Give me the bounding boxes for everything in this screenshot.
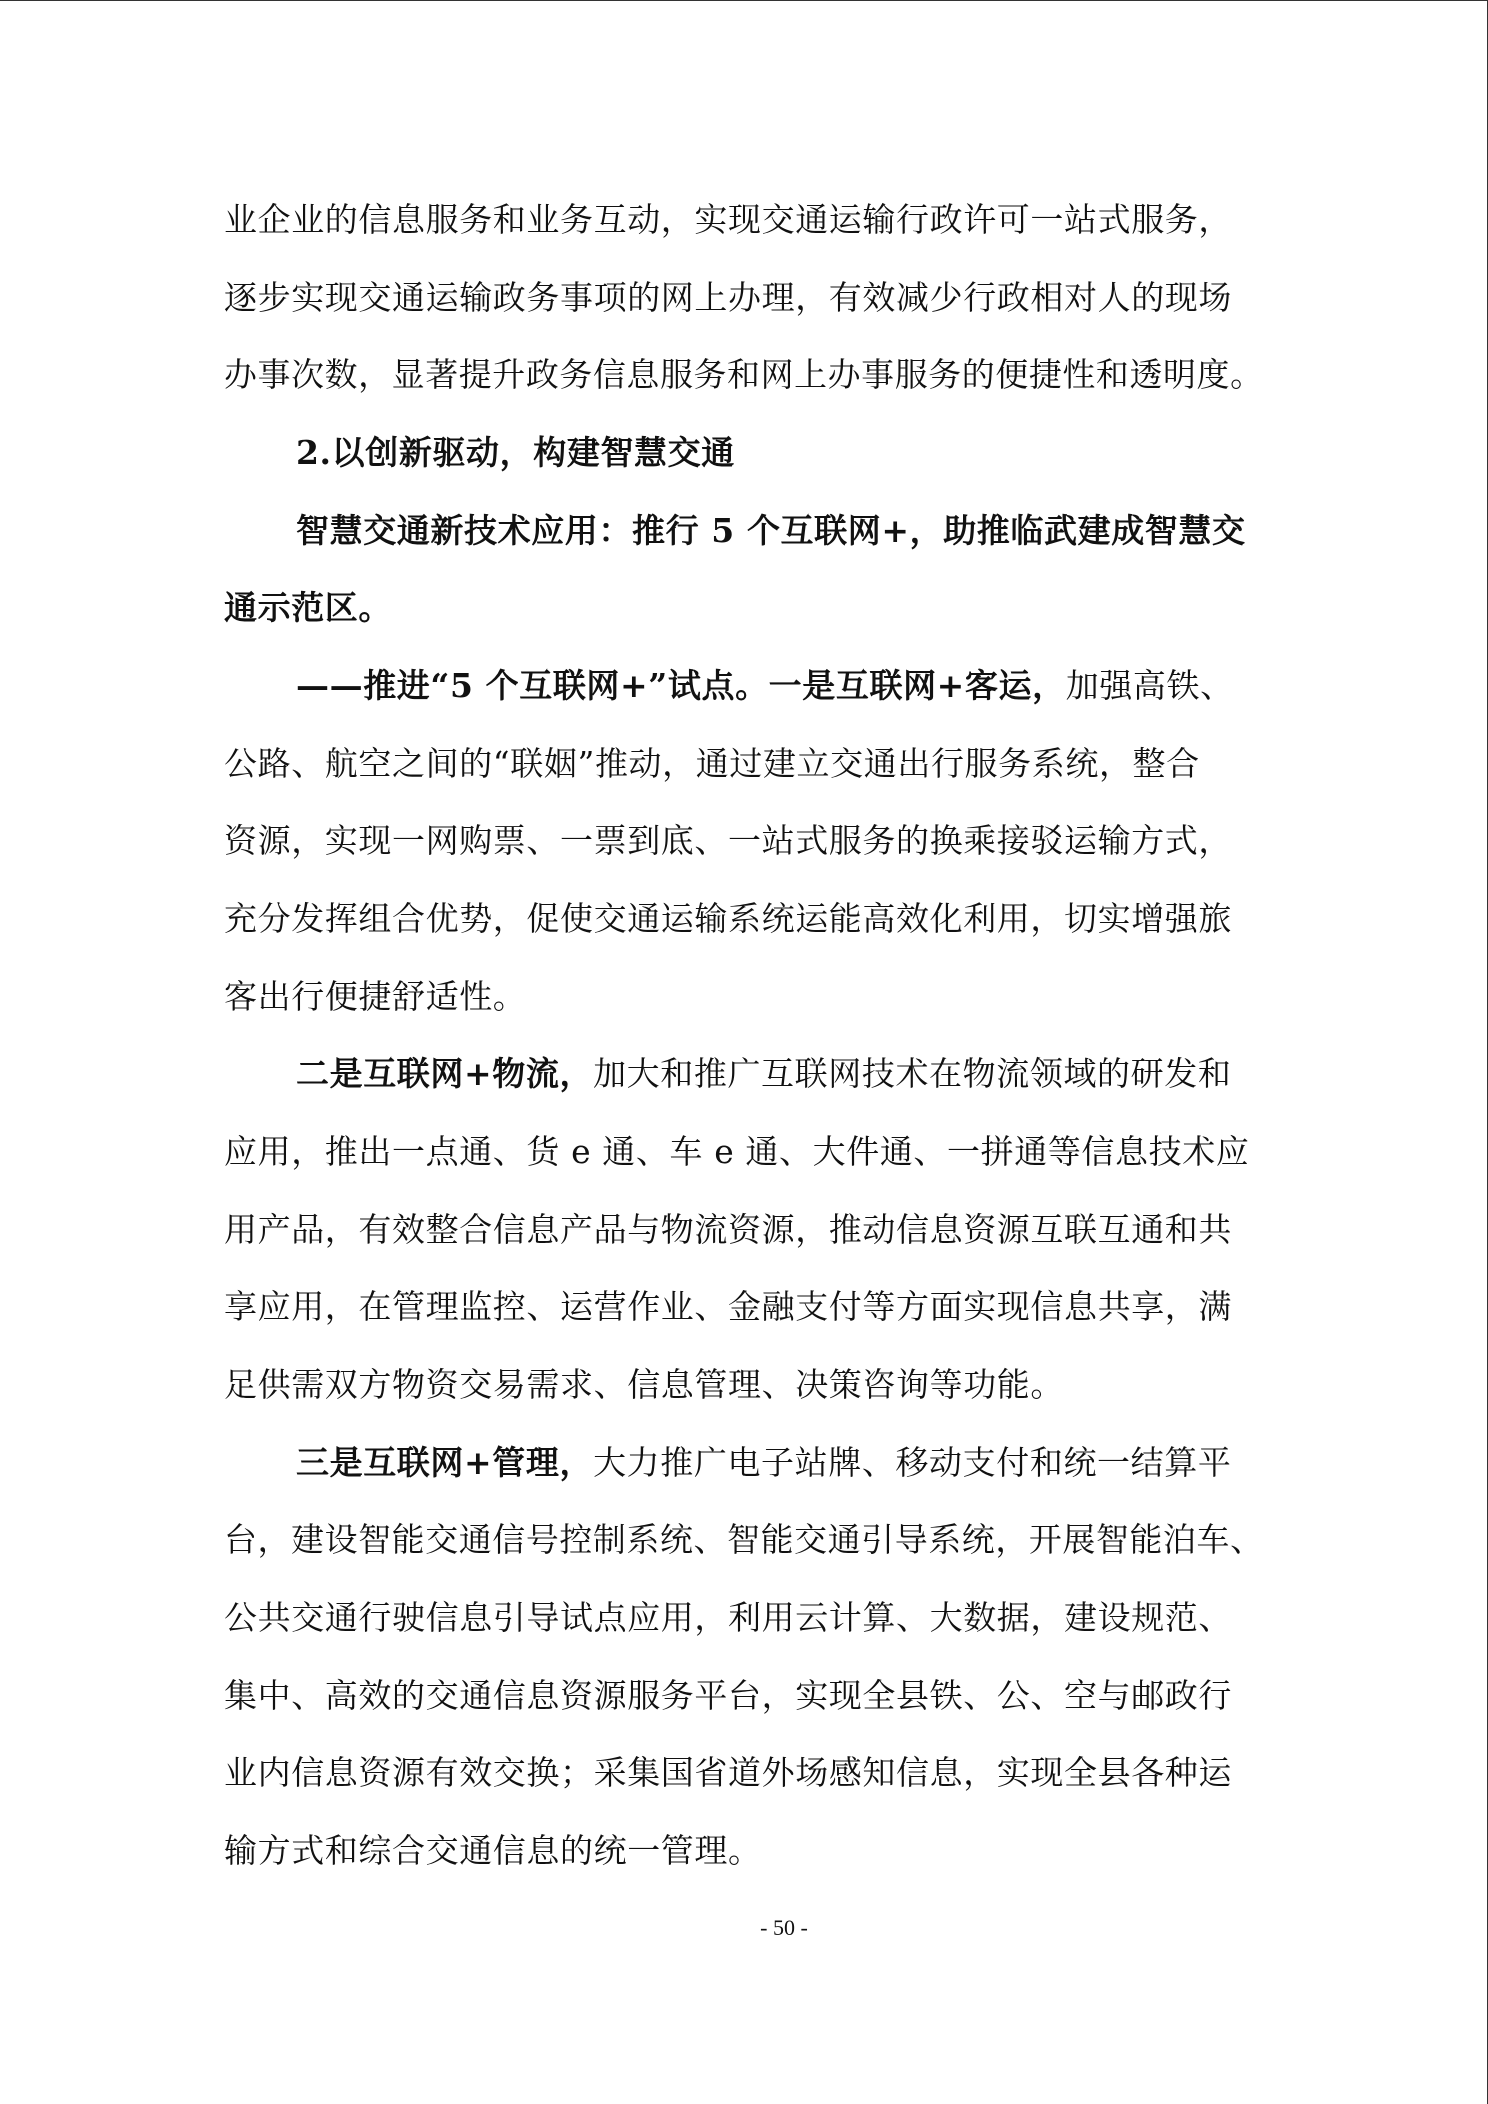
section-heading [296, 423, 1264, 483]
text-segment: 充分发挥组合优势，促使交通运输系统运能高效化利用，切实增强旅 [224, 899, 1232, 938]
text-segment: 台，建设智能交通信号控制系统、智能交通引导系统，开展智能泊车、 [224, 1520, 1264, 1559]
subsection-heading-cont [224, 578, 1264, 638]
text-segment: 大力推广电子站牌、移动支付和统一结算平 [593, 1443, 1232, 1482]
text-segment: 客出行便捷舒适性。 [224, 977, 527, 1016]
text-segment: 逐步实现交通运输政务事项的网上办理，有效减少行政相对人的现场 [224, 278, 1232, 317]
text-line [224, 1200, 1264, 1260]
text-line [224, 1743, 1264, 1803]
text-segment: 业企业的信息服务和业务互动，实现交通运输行政许可一站式服务， [224, 200, 1232, 239]
subsection-heading [296, 501, 1264, 561]
text-segment: 通示范区。 [224, 588, 392, 627]
text-segment-bold: ——推进“5 个互联网+”试点。一是互联网+客运， [296, 666, 1066, 705]
text-line [224, 190, 1264, 250]
text-line [224, 889, 1264, 949]
text-line [296, 1044, 1264, 1104]
text-segment: 办事次数，显著提升政务信息服务和网上办事服务的便捷性和透明度。 [224, 355, 1264, 394]
text-line [224, 967, 1264, 1027]
text-segment: 业内信息资源有效交换；采集国省道外场感知信息，实现全县各种运 [224, 1753, 1232, 1792]
text-line [296, 1433, 1264, 1493]
text-segment: 足供需双方物资交易需求、信息管理、决策咨询等功能。 [224, 1365, 1064, 1404]
text-line [224, 1510, 1262, 1570]
text-segment-bold: 三是互联网+管理， [296, 1443, 594, 1482]
text-segment: 加强高铁、 [1065, 666, 1234, 705]
text-line [224, 1666, 1264, 1726]
text-line [224, 1588, 1264, 1648]
text-segment: 应用，推出一点通、货 e 通、车 e 通、大件通、一拼通等信息技术应 [224, 1132, 1250, 1171]
text-line [224, 268, 1264, 328]
text-segment: 公共交通行驶信息引导试点应用，利用云计算、大数据，建设规范、 [224, 1598, 1232, 1637]
text-segment: 享应用，在管理监控、运营作业、金融支付等方面实现信息共享，满 [224, 1287, 1232, 1326]
text-line [224, 1355, 1264, 1415]
text-line [296, 656, 1264, 716]
text-line [224, 345, 1262, 405]
text-segment-bold: 二是互联网+物流， [296, 1054, 594, 1093]
text-segment: 集中、高效的交通信息资源服务平台，实现全县铁、公、空与邮政行 [224, 1676, 1232, 1715]
text-segment: 资源，实现一网购票、一票到底、一站式服务的换乘接驳运输方式， [224, 821, 1232, 860]
text-segment: 公路、航空之间的“联姻”推动，通过建立交通出行服务系统，整合 [224, 744, 1200, 783]
text-segment: 加大和推广互联网技术在物流领域的研发和 [593, 1054, 1232, 1093]
text-segment: 用产品，有效整合信息产品与物流资源，推动信息资源互联互通和共 [224, 1210, 1232, 1249]
text-line [224, 1277, 1264, 1337]
page-number: - 50 - [760, 1915, 808, 1940]
text-segment: 2.以创新驱动，构建智慧交通 [296, 433, 735, 472]
text-segment: 智慧交通新技术应用：推行 5 个互联网+，助推临武建成智慧交 [296, 511, 1246, 550]
text-line [224, 734, 1264, 794]
text-segment: 输方式和综合交通信息的统一管理。 [224, 1831, 762, 1870]
text-line [224, 811, 1264, 871]
text-line [224, 1821, 1264, 1881]
text-line [224, 1122, 1264, 1182]
